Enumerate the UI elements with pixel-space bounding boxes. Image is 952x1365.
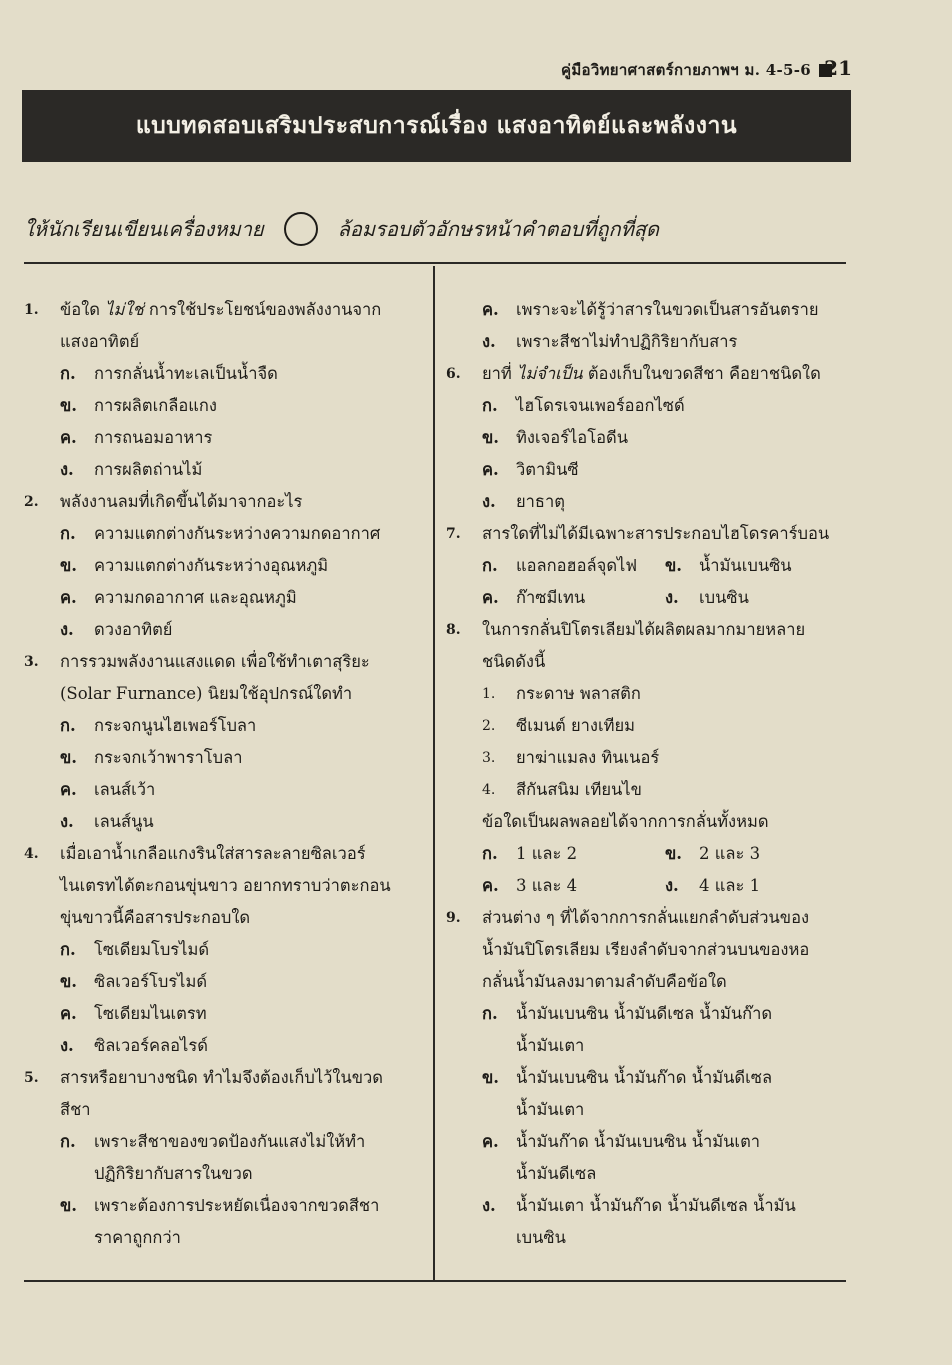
option-row — [446, 550, 848, 582]
question-text — [60, 294, 424, 326]
option-text: น้ำมันเบนซิน — [699, 556, 792, 575]
question-text-line: น้ำมันปิโตรเลียม เรียงลำดับจากส่วนบนของหอ — [482, 940, 810, 959]
question-number: 1. — [24, 302, 39, 318]
option-9b[interactable] — [446, 1062, 848, 1094]
title-banner — [22, 90, 851, 162]
option-9a[interactable] — [446, 998, 848, 1030]
option-letter: ง. — [482, 332, 496, 351]
question-3 — [24, 646, 424, 678]
option-7b[interactable] — [665, 550, 848, 582]
option-letter: ค. — [60, 588, 77, 607]
option-letter: ง. — [60, 812, 74, 831]
circle-icon — [284, 212, 318, 246]
page-number: 21 — [824, 56, 852, 80]
question-number: 7. — [446, 526, 461, 542]
option-8b[interactable] — [665, 838, 848, 870]
question-text — [482, 358, 848, 390]
option-5c[interactable] — [446, 294, 848, 326]
list-item-text: สีกันสนิม เทียนไข — [516, 780, 642, 799]
option-letter: ข. — [60, 972, 78, 991]
right-column — [446, 294, 848, 1254]
option-text: กระจกนูนไฮเพอร์โบลา — [94, 716, 257, 735]
option-text: แอลกอฮอล์จุดไฟ — [516, 556, 638, 575]
option-letter: ก. — [482, 844, 498, 863]
option-1d[interactable] — [24, 454, 424, 486]
list-item-text: ซีเมนต์ ยางเทียม — [516, 716, 636, 735]
option-letter: ข. — [60, 556, 78, 575]
question-text: พลังงานลมที่เกิดขึ้นได้มาจากอะไร — [60, 492, 303, 511]
option-6a[interactable] — [446, 390, 848, 422]
option-letter: ค. — [60, 780, 77, 799]
option-text: การกลั่นน้ำทะเลเป็นน้ำจืด — [94, 364, 278, 383]
question-text-pre: ข้อใด — [60, 300, 100, 319]
option-text: 2 และ 3 — [699, 844, 761, 863]
question-number: 9. — [446, 910, 461, 926]
option-2a[interactable] — [24, 518, 424, 550]
instruction — [24, 212, 844, 246]
option-text: ดวงอาทิตย์ — [94, 620, 173, 639]
option-7d[interactable] — [665, 582, 848, 614]
question-number: 5. — [24, 1070, 39, 1086]
option-row — [446, 838, 848, 870]
top-rule — [24, 262, 846, 264]
option-text: ความแตกต่างกันระหว่างความกดอากาศ — [94, 524, 381, 543]
list-item-number: 2. — [482, 718, 496, 734]
option-text: เบนซิน — [699, 588, 749, 607]
question-text-line: ไนเตรทได้ตะกอนขุ่นขาว อยากทราบว่าตะกอน — [60, 876, 391, 895]
option-4a[interactable] — [24, 934, 424, 966]
option-letter: ข. — [60, 1196, 78, 1215]
question-5 — [24, 1062, 424, 1094]
option-letter: ง. — [60, 1036, 74, 1055]
option-letter: ข. — [482, 428, 500, 447]
option-letter: ค. — [482, 876, 499, 895]
option-letter: ก. — [482, 556, 498, 575]
question-number: 8. — [446, 622, 461, 638]
option-3b[interactable] — [24, 742, 424, 774]
option-letter: ข. — [60, 748, 78, 767]
option-text: ความกดอากาศ และอุณหภูมิ — [94, 588, 297, 607]
question-text: ส่วนต่าง ๆ ที่ได้จากการกลั่นแยกลำดับส่วนของ — [482, 908, 810, 927]
list-item-number: 3. — [482, 750, 496, 766]
option-letter: ข. — [665, 556, 683, 575]
bottom-rule — [24, 1280, 846, 1282]
option-5b[interactable] — [24, 1190, 424, 1222]
option-letter: ค. — [482, 300, 499, 319]
question-text-line: (Solar Furnance) นิยมใช้อุปกรณ์ใดทำ — [60, 684, 353, 703]
question-6 — [446, 358, 848, 390]
question-text-line: แสงอาทิตย์ — [60, 332, 140, 351]
option-5b-cont — [24, 1222, 424, 1254]
list-item-text: ยาฆ่าแมลง ทินเนอร์ — [516, 748, 660, 767]
option-letter: ก. — [482, 396, 498, 415]
option-row — [446, 870, 848, 902]
question-number: 3. — [24, 654, 39, 670]
option-letter: ก. — [482, 1004, 498, 1023]
option-text: เพราะจะได้รู้ว่าสารในขวดเป็นสารอันตราย — [516, 300, 819, 319]
question-text: ในการกลั่นปิโตรเลียมได้ผลิตผลมากมายหลาย — [482, 620, 806, 639]
option-1c[interactable] — [24, 422, 424, 454]
question-subprompt: ข้อใดเป็นผลพลอยได้จากการกลั่นทั้งหมด — [482, 812, 769, 831]
option-text: น้ำมันเบนซิน น้ำมันดีเซล น้ำมันก๊าด — [516, 1004, 773, 1023]
option-4b[interactable] — [24, 966, 424, 998]
question-text: การรวมพลังงานแสงแดด เพื่อใช้ทำเตาสุริยะ — [60, 652, 370, 671]
list-item-number: 1. — [482, 686, 496, 702]
running-title: คู่มือวิทยาศาสตร์กายภาพฯ ม. 4-5-6 — [561, 61, 811, 79]
question-number: 4. — [24, 846, 39, 862]
question-text-line: กลั่นน้ำมันลงมาตามลำดับคือข้อใด — [482, 972, 727, 991]
option-text: ราคาถูกกว่า — [94, 1228, 181, 1247]
option-1b[interactable] — [24, 390, 424, 422]
option-7a[interactable] — [482, 550, 665, 582]
option-text: น้ำมันเตา — [516, 1036, 585, 1055]
question-7 — [446, 518, 848, 550]
option-text: การถนอมอาหาร — [94, 428, 213, 447]
question-text-pre: ยาที่ — [482, 364, 512, 383]
option-4c[interactable] — [24, 998, 424, 1030]
option-2b[interactable] — [24, 550, 424, 582]
option-letter: ก. — [60, 524, 76, 543]
option-text: ไฮโดรเจนเพอร์ออกไซด์ — [516, 396, 685, 415]
option-letter: ข. — [665, 844, 683, 863]
option-letter: ค. — [482, 1132, 499, 1151]
column-divider — [433, 266, 435, 1280]
option-letter: ง. — [60, 460, 74, 479]
option-text: 4 และ 1 — [699, 876, 761, 895]
option-text: ก๊าซมีเทน — [516, 588, 586, 607]
question-2 — [24, 486, 424, 518]
option-text: เบนซิน — [516, 1228, 566, 1247]
list-item — [446, 742, 848, 774]
list-item-text: กระดาษ พลาสติก — [516, 684, 641, 703]
option-text: น้ำมันก๊าด น้ำมันเบนซิน น้ำมันเตา — [516, 1132, 761, 1151]
running-header — [561, 58, 832, 82]
question-text-line: สีชา — [60, 1100, 91, 1119]
option-2d[interactable] — [24, 614, 424, 646]
list-item — [446, 710, 848, 742]
option-5a-cont — [24, 1158, 424, 1190]
option-text: เพราะสีชาของขวดป้องกันแสงไม่ให้ทำ — [94, 1132, 366, 1151]
option-text: การผลิตเกลือแกง — [94, 396, 217, 415]
option-text: โซเดียมไนเตรท — [94, 1004, 207, 1023]
question-number: 6. — [446, 366, 461, 382]
option-6c[interactable] — [446, 454, 848, 486]
option-9b-cont — [446, 1094, 848, 1126]
option-8d[interactable] — [665, 870, 848, 902]
question-text: เมื่อเอาน้ำเกลือแกงรินใส่สารละลายซิลเวอร์ — [60, 844, 366, 863]
option-4d[interactable] — [24, 1030, 424, 1062]
option-3a[interactable] — [24, 710, 424, 742]
option-letter: ง. — [482, 1196, 496, 1215]
instruction-before: ให้นักเรียนเขียนเครื่องหมาย — [24, 217, 264, 241]
option-2c[interactable] — [24, 582, 424, 614]
option-letter: ค. — [482, 588, 499, 607]
option-text: เพราะสีชาไม่ทำปฏิกิริยากับสาร — [516, 332, 738, 351]
option-7c[interactable] — [482, 582, 665, 614]
question-text: สารหรือยาบางชนิด ทำไมจึงต้องเก็บไว้ในขวด — [60, 1068, 383, 1087]
question-8 — [446, 614, 848, 646]
option-letter: ข. — [60, 396, 78, 415]
question-text-line: ชนิดดังนี้ — [482, 652, 546, 671]
question-4 — [24, 838, 424, 870]
option-1a[interactable] — [24, 358, 424, 390]
option-9d-cont — [446, 1222, 848, 1254]
option-8c[interactable] — [482, 870, 665, 902]
question-text-post: ต้องเก็บในขวดสีชา คือยาชนิดใด — [587, 364, 821, 383]
option-text: 1 และ 2 — [516, 844, 578, 863]
option-6b[interactable] — [446, 422, 848, 454]
option-row — [446, 582, 848, 614]
question-text-emphasis: ไม่จำเป็น — [517, 364, 583, 383]
option-letter: ง. — [60, 620, 74, 639]
option-text: กระจกเว้าพาราโบลา — [94, 748, 243, 767]
option-8a[interactable] — [482, 838, 665, 870]
option-letter: ค. — [60, 428, 77, 447]
option-text: วิตามินซี — [516, 460, 579, 479]
list-item-number: 4. — [482, 782, 496, 798]
option-text: ยาธาตุ — [516, 492, 565, 511]
option-9c[interactable] — [446, 1126, 848, 1158]
option-text: เลนส์เว้า — [94, 780, 156, 799]
option-letter: ค. — [60, 1004, 77, 1023]
option-3c[interactable] — [24, 774, 424, 806]
option-text: ทิงเจอร์ไอโอดีน — [516, 428, 628, 447]
option-text: 3 และ 4 — [516, 876, 578, 895]
option-9a-cont — [446, 1030, 848, 1062]
question-text-emphasis: ไม่ใช่ — [105, 300, 144, 319]
option-text: การผลิตถ่านไม้ — [94, 460, 203, 479]
list-item — [446, 774, 848, 806]
question-9 — [446, 902, 848, 934]
option-text: น้ำมันเบนซิน น้ำมันก๊าด น้ำมันดีเซล — [516, 1068, 773, 1087]
instruction-after: ล้อมรอบตัวอักษรหน้าคำตอบที่ถูกที่สุด — [337, 217, 659, 241]
option-letter: ง. — [482, 492, 496, 511]
question-text-line: ขุ่นขาวนี้คือสารประกอบใด — [60, 908, 251, 927]
option-text: เลนส์นูน — [94, 812, 154, 831]
option-text: น้ำมันเตา — [516, 1100, 585, 1119]
option-9c-cont — [446, 1158, 848, 1190]
option-text: น้ำมันดีเซล — [516, 1164, 597, 1183]
option-text: น้ำมันเตา น้ำมันก๊าด น้ำมันดีเซล น้ำมัน — [516, 1196, 796, 1215]
option-letter: ง. — [665, 876, 679, 895]
option-letter: ง. — [665, 588, 679, 607]
option-text: ซิลเวอร์คลอไรด์ — [94, 1036, 208, 1055]
option-text: ความแตกต่างกันระหว่างอุณหภูมิ — [94, 556, 329, 575]
option-3d[interactable] — [24, 806, 424, 838]
option-6d[interactable] — [446, 486, 848, 518]
option-letter: ก. — [60, 940, 76, 959]
option-letter: ค. — [482, 460, 499, 479]
page-title: แบบทดสอบเสริมประสบการณ์เรื่อง แสงอาทิตย์และพลังงาน — [135, 112, 738, 139]
option-5d[interactable] — [446, 326, 848, 358]
list-item — [446, 678, 848, 710]
question-text-post: การใช้ประโยชน์ของพลังงานจาก — [148, 300, 382, 319]
left-column — [24, 294, 424, 1254]
option-text: ปฏิกิริยากับสารในขวด — [94, 1164, 253, 1183]
option-letter: ก. — [60, 364, 76, 383]
option-9d[interactable] — [446, 1190, 848, 1222]
option-letter: ก. — [60, 1132, 76, 1151]
option-letter: ข. — [482, 1068, 500, 1087]
option-text: เพราะต้องการประหยัดเนื่องจากขวดสีชา — [94, 1196, 380, 1215]
question-number: 2. — [24, 494, 39, 510]
option-text: ซิลเวอร์โบรไมด์ — [94, 972, 208, 991]
question-1 — [24, 294, 424, 326]
option-letter: ก. — [60, 716, 76, 735]
option-text: โซเดียมโบรไมด์ — [94, 940, 210, 959]
question-text: สารใดที่ไม่ได้มีเฉพาะสารประกอบไฮโดรคาร์บอน — [482, 524, 830, 543]
option-5a[interactable] — [24, 1126, 424, 1158]
